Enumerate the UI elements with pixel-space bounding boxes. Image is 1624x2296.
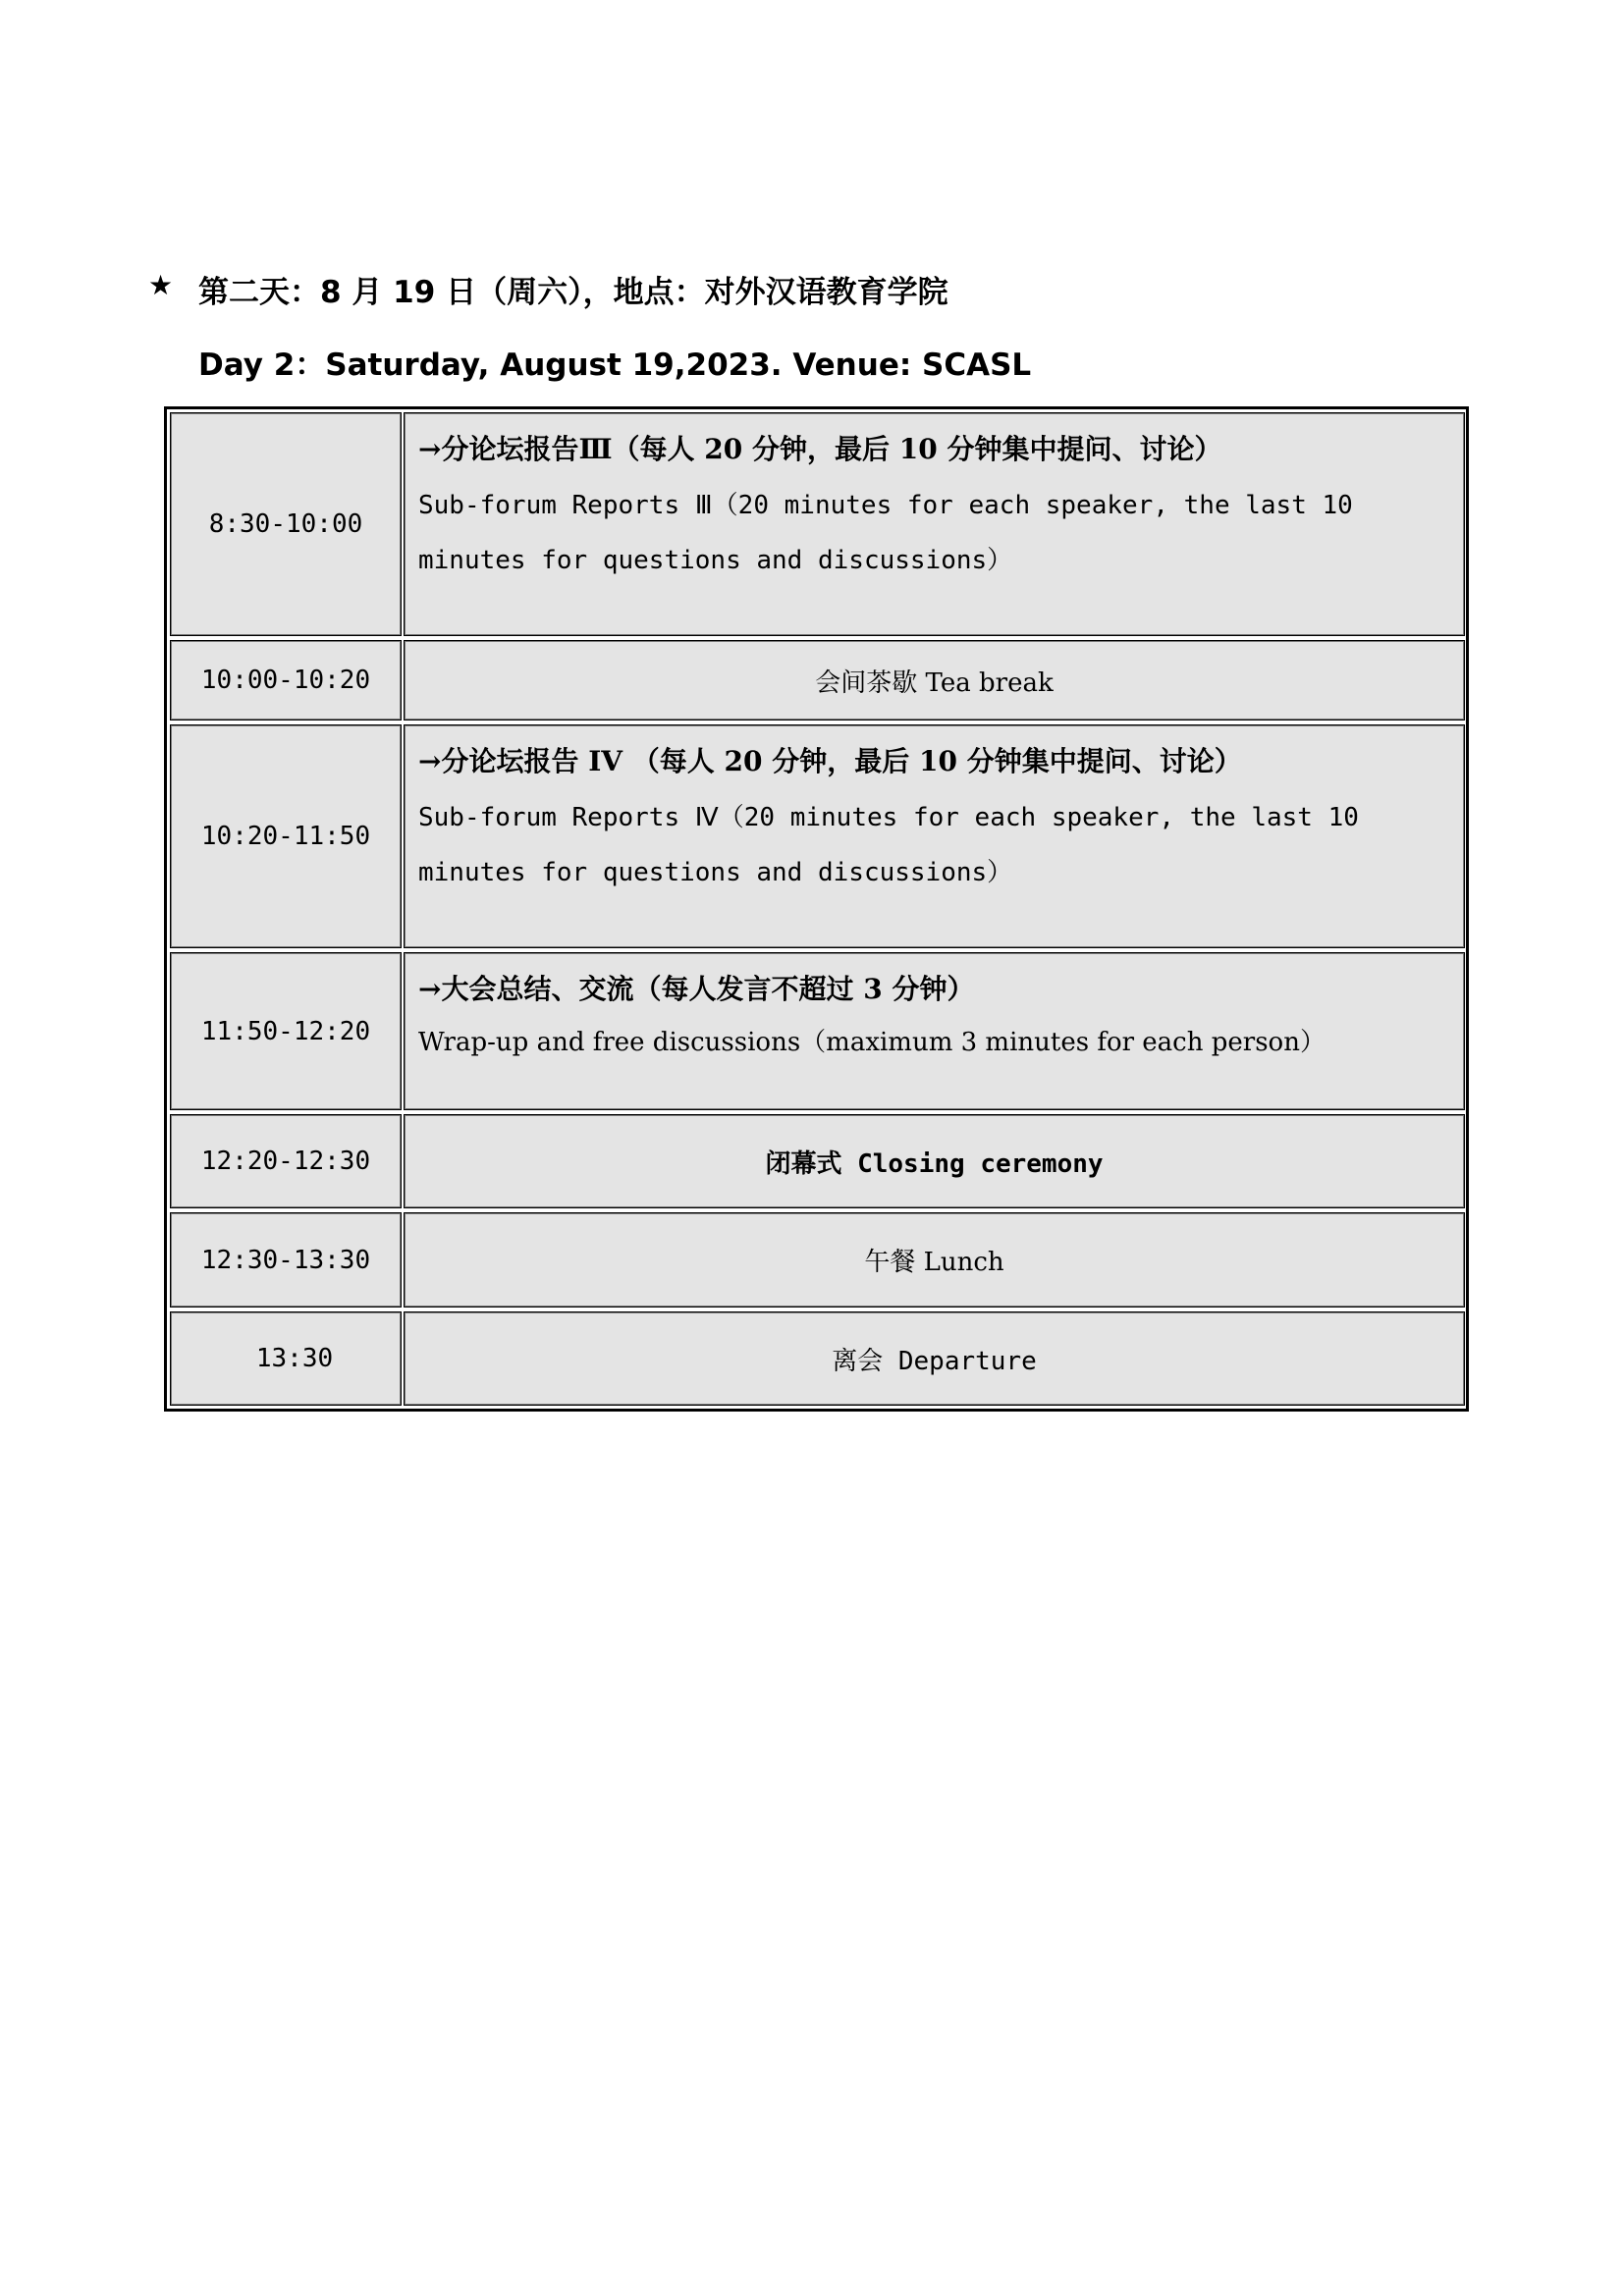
session-description: Sub-forum Reports Ⅳ（20 minutes for each speaker, the last 10 minutes for questions and discussions）	[418, 803, 1359, 887]
table-row-time	[170, 640, 402, 721]
session-label: 会间茶歇 Tea break	[815, 667, 1054, 698]
time-label: 11:50-12:20	[200, 1016, 371, 1046]
table-row-session	[404, 640, 1465, 721]
day-title-cn: 第二天：8 月 19 日（周六），地点：对外汉语教育学院	[198, 275, 948, 310]
table-row-session	[404, 952, 1465, 1110]
table-row-time	[170, 1311, 402, 1406]
table-row-time	[170, 724, 402, 948]
day-title-en: Day 2：Saturday, August 19,2023. Venue: SCASL	[198, 347, 1032, 383]
session-description: Sub-forum Reports Ⅲ（20 minutes for each speaker, the last 10 minutes for questions and discussions）	[418, 491, 1353, 575]
time-label: 12:20-12:30	[200, 1147, 371, 1176]
table-row-session	[404, 1212, 1465, 1308]
time-label: 10:00-10:20	[200, 666, 371, 695]
table-row-time	[170, 952, 402, 1110]
schedule-table	[164, 406, 1469, 1412]
star-icon: ★	[148, 269, 174, 301]
table-row-session	[404, 1311, 1465, 1406]
session-label: 午餐 Lunch	[864, 1248, 1004, 1277]
session-description: Wrap-up and free discussions（maximum 3 minutes for each person）	[418, 1028, 1326, 1057]
session-title: →分论坛报告Ⅲ（每人 20 分钟，最后 10 分钟集中提问、讨论）	[418, 433, 1222, 465]
time-label: 10:20-11:50	[200, 822, 371, 851]
time-label: 13:30	[255, 1344, 334, 1373]
session-label: 离会 Departure	[832, 1346, 1037, 1376]
session-label: 闭幕式 Closing ceremony	[765, 1148, 1104, 1179]
time-label: 12:30-13:30	[200, 1245, 371, 1275]
table-row-session	[404, 724, 1465, 948]
table-row-time	[170, 1114, 402, 1208]
table-row-session	[404, 1114, 1465, 1208]
table-row-session	[404, 412, 1465, 636]
table-row-time	[170, 412, 402, 636]
session-title: →大会总结、交流（每人发言不超过 3 分钟）	[418, 973, 975, 1005]
table-row-time	[170, 1212, 402, 1308]
time-label: 8:30-10:00	[208, 509, 363, 539]
session-title: →分论坛报告 IV （每人 20 分钟，最后 10 分钟集中提问、讨论）	[418, 745, 1242, 777]
